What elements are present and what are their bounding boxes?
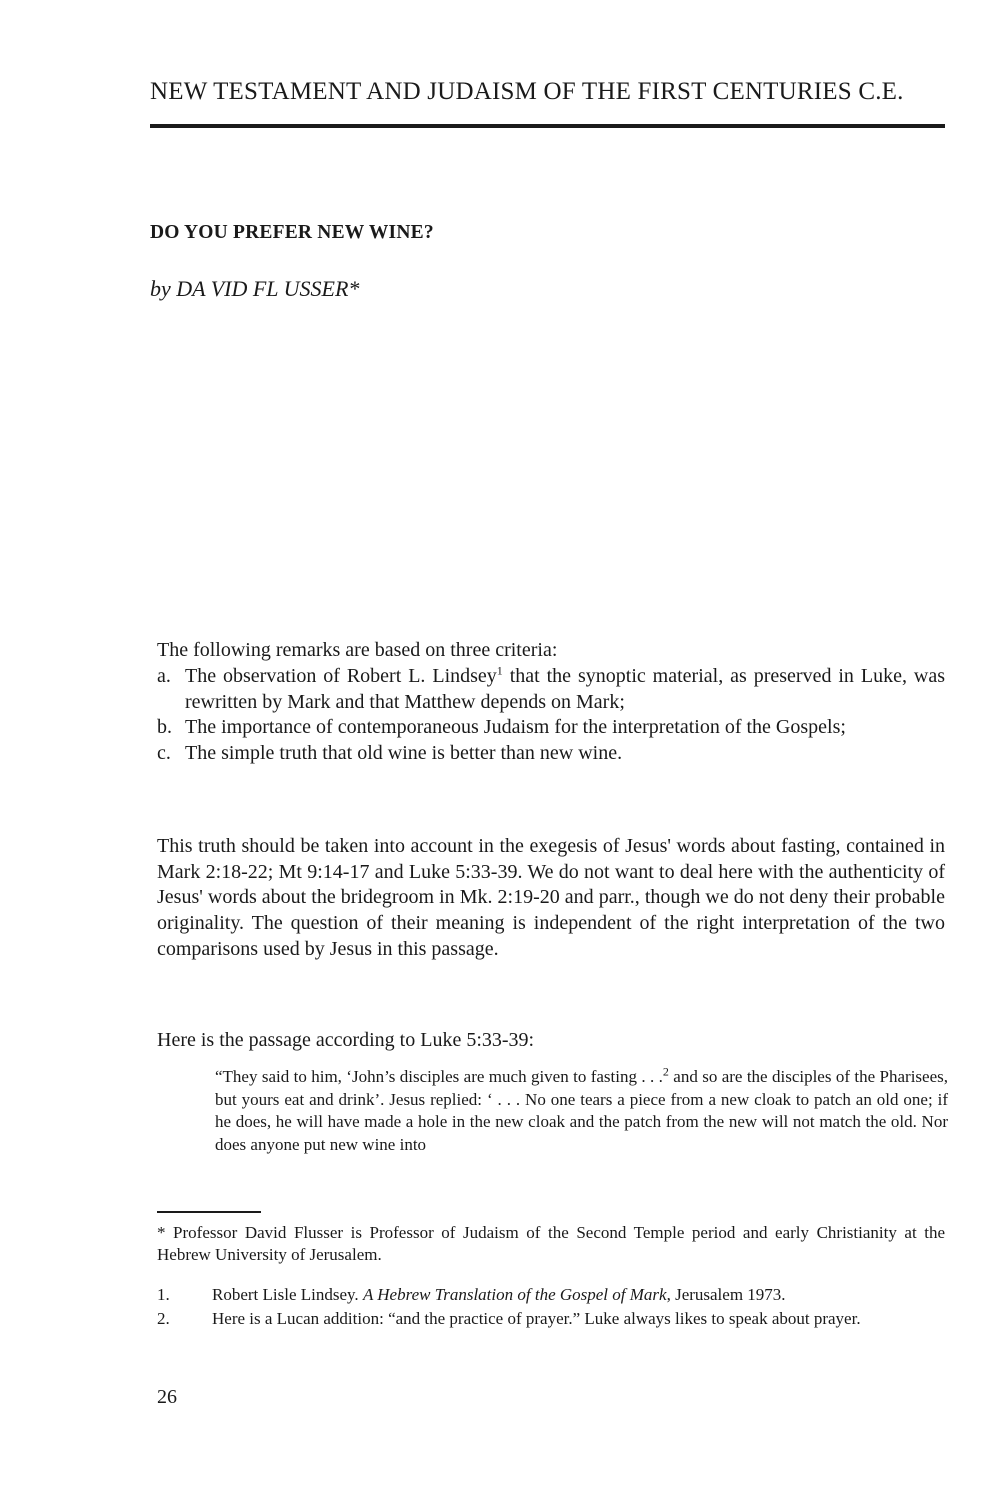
footnote-2: [157, 1308, 945, 1330]
criteria-text: The simple truth that old wine is better than new wine.: [185, 742, 623, 765]
footnote-text: , Jerusalem 1973.: [666, 1285, 786, 1304]
criteria-item-a: [157, 664, 945, 715]
criteria-list: [157, 664, 945, 767]
criteria-marker: c.: [157, 742, 171, 765]
criteria-text: that the synoptic material, as preserved in Luke, was rewritten by Mark and that Matthew depends on Mark;: [185, 665, 945, 713]
criteria-item-c: [157, 741, 945, 767]
block-quote: [215, 1066, 948, 1156]
footnote-ref-1: 1: [496, 663, 503, 678]
criteria-item-b: [157, 715, 945, 741]
footnote-text: Here is a Lucan addition: “and the practice of prayer.” Luke always likes to speak about prayer.: [212, 1309, 861, 1328]
footnote-author: * Professor David Flusser is Professor of Judaism of the Second Temple period and early Christianity at the Hebrew University of Jerusalem.: [157, 1223, 945, 1264]
footnote-ref-2: 2: [662, 1064, 669, 1079]
footnote-1: [157, 1284, 945, 1306]
header-rule: [150, 124, 945, 128]
criteria-marker: b.: [157, 716, 172, 739]
running-head: NEW TESTAMENT AND JUDAISM OF THE FIRST CENTURIES C.E.: [150, 78, 904, 105]
article-title: DO YOU PREFER NEW WINE?: [150, 222, 434, 243]
criteria-intro: The following remarks are based on three criteria:: [157, 639, 558, 661]
footnote-book-title: A Hebrew Translation of the Gospel of Mark: [362, 1285, 667, 1304]
criteria-text: The observation of Robert L. Lindsey: [185, 665, 497, 687]
footnote-text: Robert Lisle Lindsey.: [212, 1285, 363, 1304]
body-paragraph: This truth should be taken into account in the exegesis of Jesus' words about fasting, contained in Mark 2:18-22; Mt 9:14-17 and Luke 5:33-39. We do not want to deal here with the authenticity of Jesus' words about the bridegroom in Mk. 2:19-20 and parr., though we do not deny their probable originality. The question of their meaning is independent of the right interpretation of the two comparisons used by Jesus in this passage.: [157, 835, 945, 960]
footnote-rule: [157, 1211, 261, 1213]
criteria-marker: a.: [157, 665, 171, 687]
body-paragraph: Here is the passage according to Luke 5:33-39:: [157, 1029, 535, 1051]
page-number: 26: [157, 1386, 177, 1408]
quote-text: “They said to him, ‘John’s disciples are much given to fasting . . .: [215, 1067, 663, 1086]
quote-text: and so are the disciples of the Pharisees, but yours eat and drink’. Jesus replied: ‘ . . . No one tears a piece from a new cloak to patch an old one; if he does, he will have made a hole in the new cloak and the patch from the new will not match the old. Nor does anyone put new wine into: [215, 1067, 949, 1154]
criteria-text: The importance of contemporaneous Judaism for the interpretation of the Gospels;: [185, 716, 846, 739]
footnote-number: 1.: [157, 1285, 170, 1304]
footnote-number: 2.: [157, 1309, 170, 1328]
footnote-list: [157, 1284, 945, 1332]
author-byline: by DA VID FL USSER*: [150, 276, 360, 301]
